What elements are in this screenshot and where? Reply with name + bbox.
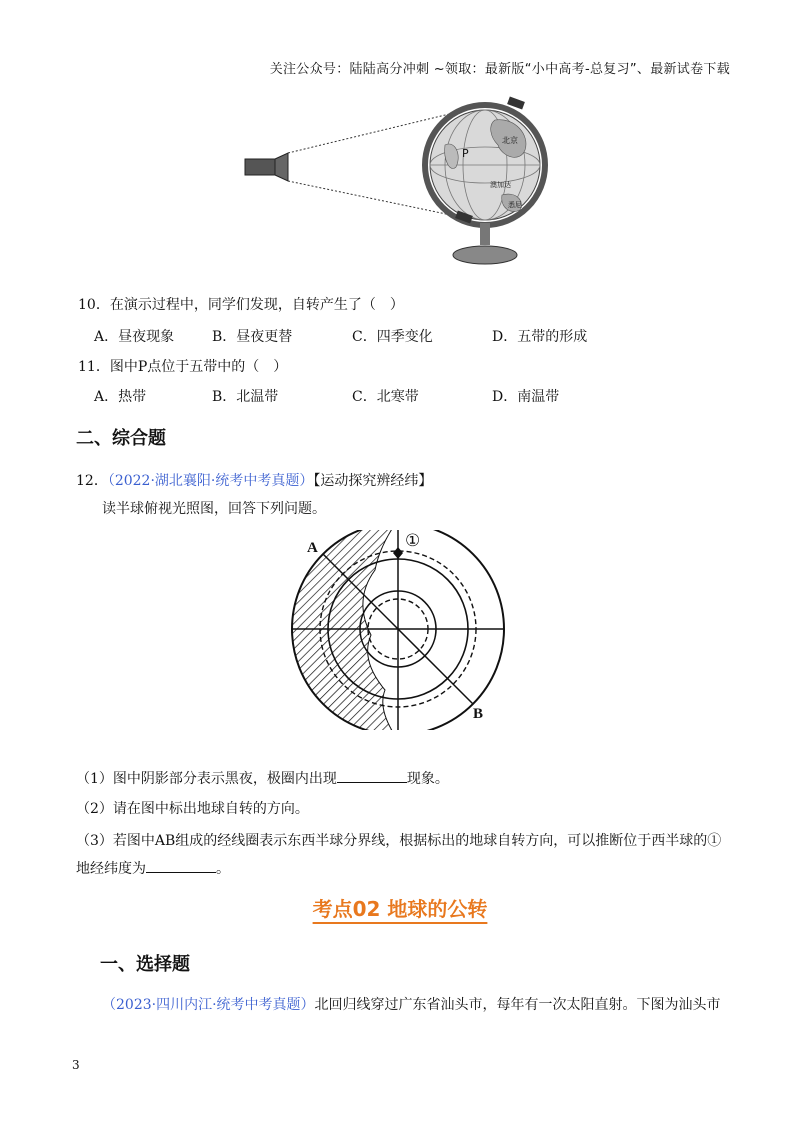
q12-sub2: （2）请在图中标出地球自转的方向。 xyxy=(76,801,309,817)
q12-intro: 读半球俯视光照图，回答下列问题。 xyxy=(102,501,326,517)
q12-sub1-b: 现象。 xyxy=(406,771,449,787)
q12-sub3-line2 xyxy=(76,858,230,878)
q12-sub1-blank[interactable] xyxy=(337,768,407,783)
flashlight-head xyxy=(275,153,288,181)
label-p: P xyxy=(462,147,469,160)
q10-option-b: B．昼夜更替 xyxy=(212,329,293,345)
q12-sub3-b: 。 xyxy=(216,861,230,877)
page-header: 关注公众号：陆陆高分冲刺 ~领取：最新版“小中高考-总复习”、最新试卷下载 xyxy=(269,62,730,77)
q12-heading xyxy=(76,470,432,490)
label-north: 北京 xyxy=(502,136,518,145)
section-2-title: 二、综合题 xyxy=(76,428,166,449)
q12-sub3-blank[interactable] xyxy=(146,858,216,873)
q13-body: 北回归线穿过广东省汕头市，每年有一次太阳直射。下图为汕头市 xyxy=(314,997,721,1013)
q12-sub1-a: （1）图中阴影部分表示黑夜，极圈内出现 xyxy=(76,771,337,787)
label-a: A xyxy=(307,540,318,556)
q13-text xyxy=(102,994,721,1014)
q13-source: （2023·四川内江·统考中考真题） xyxy=(102,997,315,1013)
q10-stem: 10．在演示过程中，同学们发现，自转产生了（ ） xyxy=(78,297,404,313)
flashlight-body xyxy=(245,159,275,175)
q11-option-b: B．北温带 xyxy=(212,389,279,405)
globe-stand-base xyxy=(453,246,517,264)
q10-option-c: C．四季变化 xyxy=(352,329,433,345)
q12-source: （2022·湖北襄阳·统考中考真题） xyxy=(107,473,314,489)
page-number: 3 xyxy=(72,1058,80,1072)
q11-option-c: C．北寒带 xyxy=(352,389,419,405)
label-south: 悉尼 xyxy=(508,201,522,209)
q12-number: 12． xyxy=(76,473,108,489)
label-b: B xyxy=(473,706,484,722)
q11-stem: 11．图中P点位于五带中的（ ） xyxy=(78,359,288,375)
topic-title: 考点02 地球的公转 xyxy=(312,897,488,921)
section-1-title: 一、选择题 xyxy=(100,954,190,975)
q12-sub3-line1: （3）若图中AB组成的经线圈表示东西半球分界线，根据标出的地球自转方向，可以推断位于西半球的① xyxy=(76,833,722,849)
label-aus: 澳加达 xyxy=(490,181,511,189)
q11-option-a: A．热带 xyxy=(94,389,147,405)
label-one: ① xyxy=(405,531,421,551)
globe-flashlight-figure xyxy=(240,95,560,275)
polar-illumination-figure xyxy=(285,530,515,730)
night-region xyxy=(285,530,398,730)
q12-sub3-a: 地经纬度为 xyxy=(76,861,146,877)
q10-option-a: A．昼夜现象 xyxy=(94,329,175,345)
q12-sub1 xyxy=(76,768,449,788)
q10-option-d: D．五带的形成 xyxy=(492,329,588,345)
q11-option-d: D．南温带 xyxy=(492,389,560,405)
q12-tag: 【运动探究辨经纬】 xyxy=(313,473,433,489)
globe-stand-neck xyxy=(480,223,490,245)
